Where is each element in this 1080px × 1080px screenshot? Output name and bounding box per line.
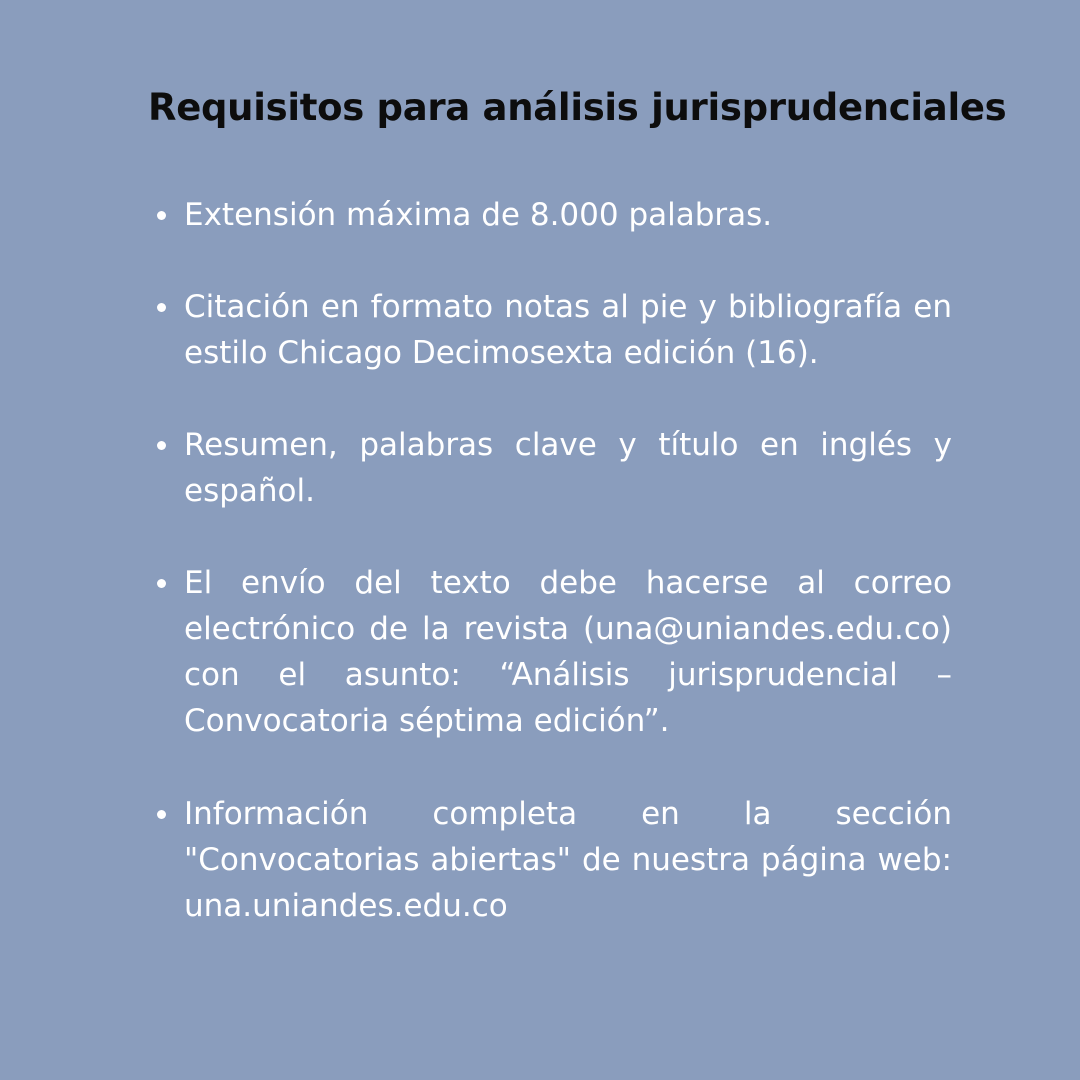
page-title: Requisitos para análisis jurisprudenciales <box>148 86 1007 129</box>
bullet-icon <box>157 579 166 588</box>
bullet-icon <box>157 810 166 819</box>
requirement-item-word-limit <box>184 192 952 238</box>
bullet-icon <box>157 211 166 220</box>
requirement-text: Información completa en la sección "Convocatorias abiertas" de nuestra página web: una.uniandes.edu.co <box>184 796 952 924</box>
requirement-text: El envío del texto debe hacerse al correo electrónico de la revista (una@uniandes.edu.co) con el asunto: “Análisis jurisprudencial – Convocatoria séptima edición”. <box>184 565 952 739</box>
requirement-item-citation <box>184 284 952 376</box>
requirement-text: Extensión máxima de 8.000 palabras. <box>184 197 773 233</box>
requirement-item-more-info <box>184 791 952 929</box>
requirement-item-abstract <box>184 422 952 514</box>
bullet-icon <box>157 303 166 312</box>
requirement-text: Citación en formato notas al pie y bibliografía en estilo Chicago Decimosexta edición (16). <box>184 289 952 371</box>
bullet-icon <box>157 441 166 450</box>
requirement-text: Resumen, palabras clave y título en inglés y español. <box>184 427 952 509</box>
requirement-item-submission <box>184 560 952 744</box>
